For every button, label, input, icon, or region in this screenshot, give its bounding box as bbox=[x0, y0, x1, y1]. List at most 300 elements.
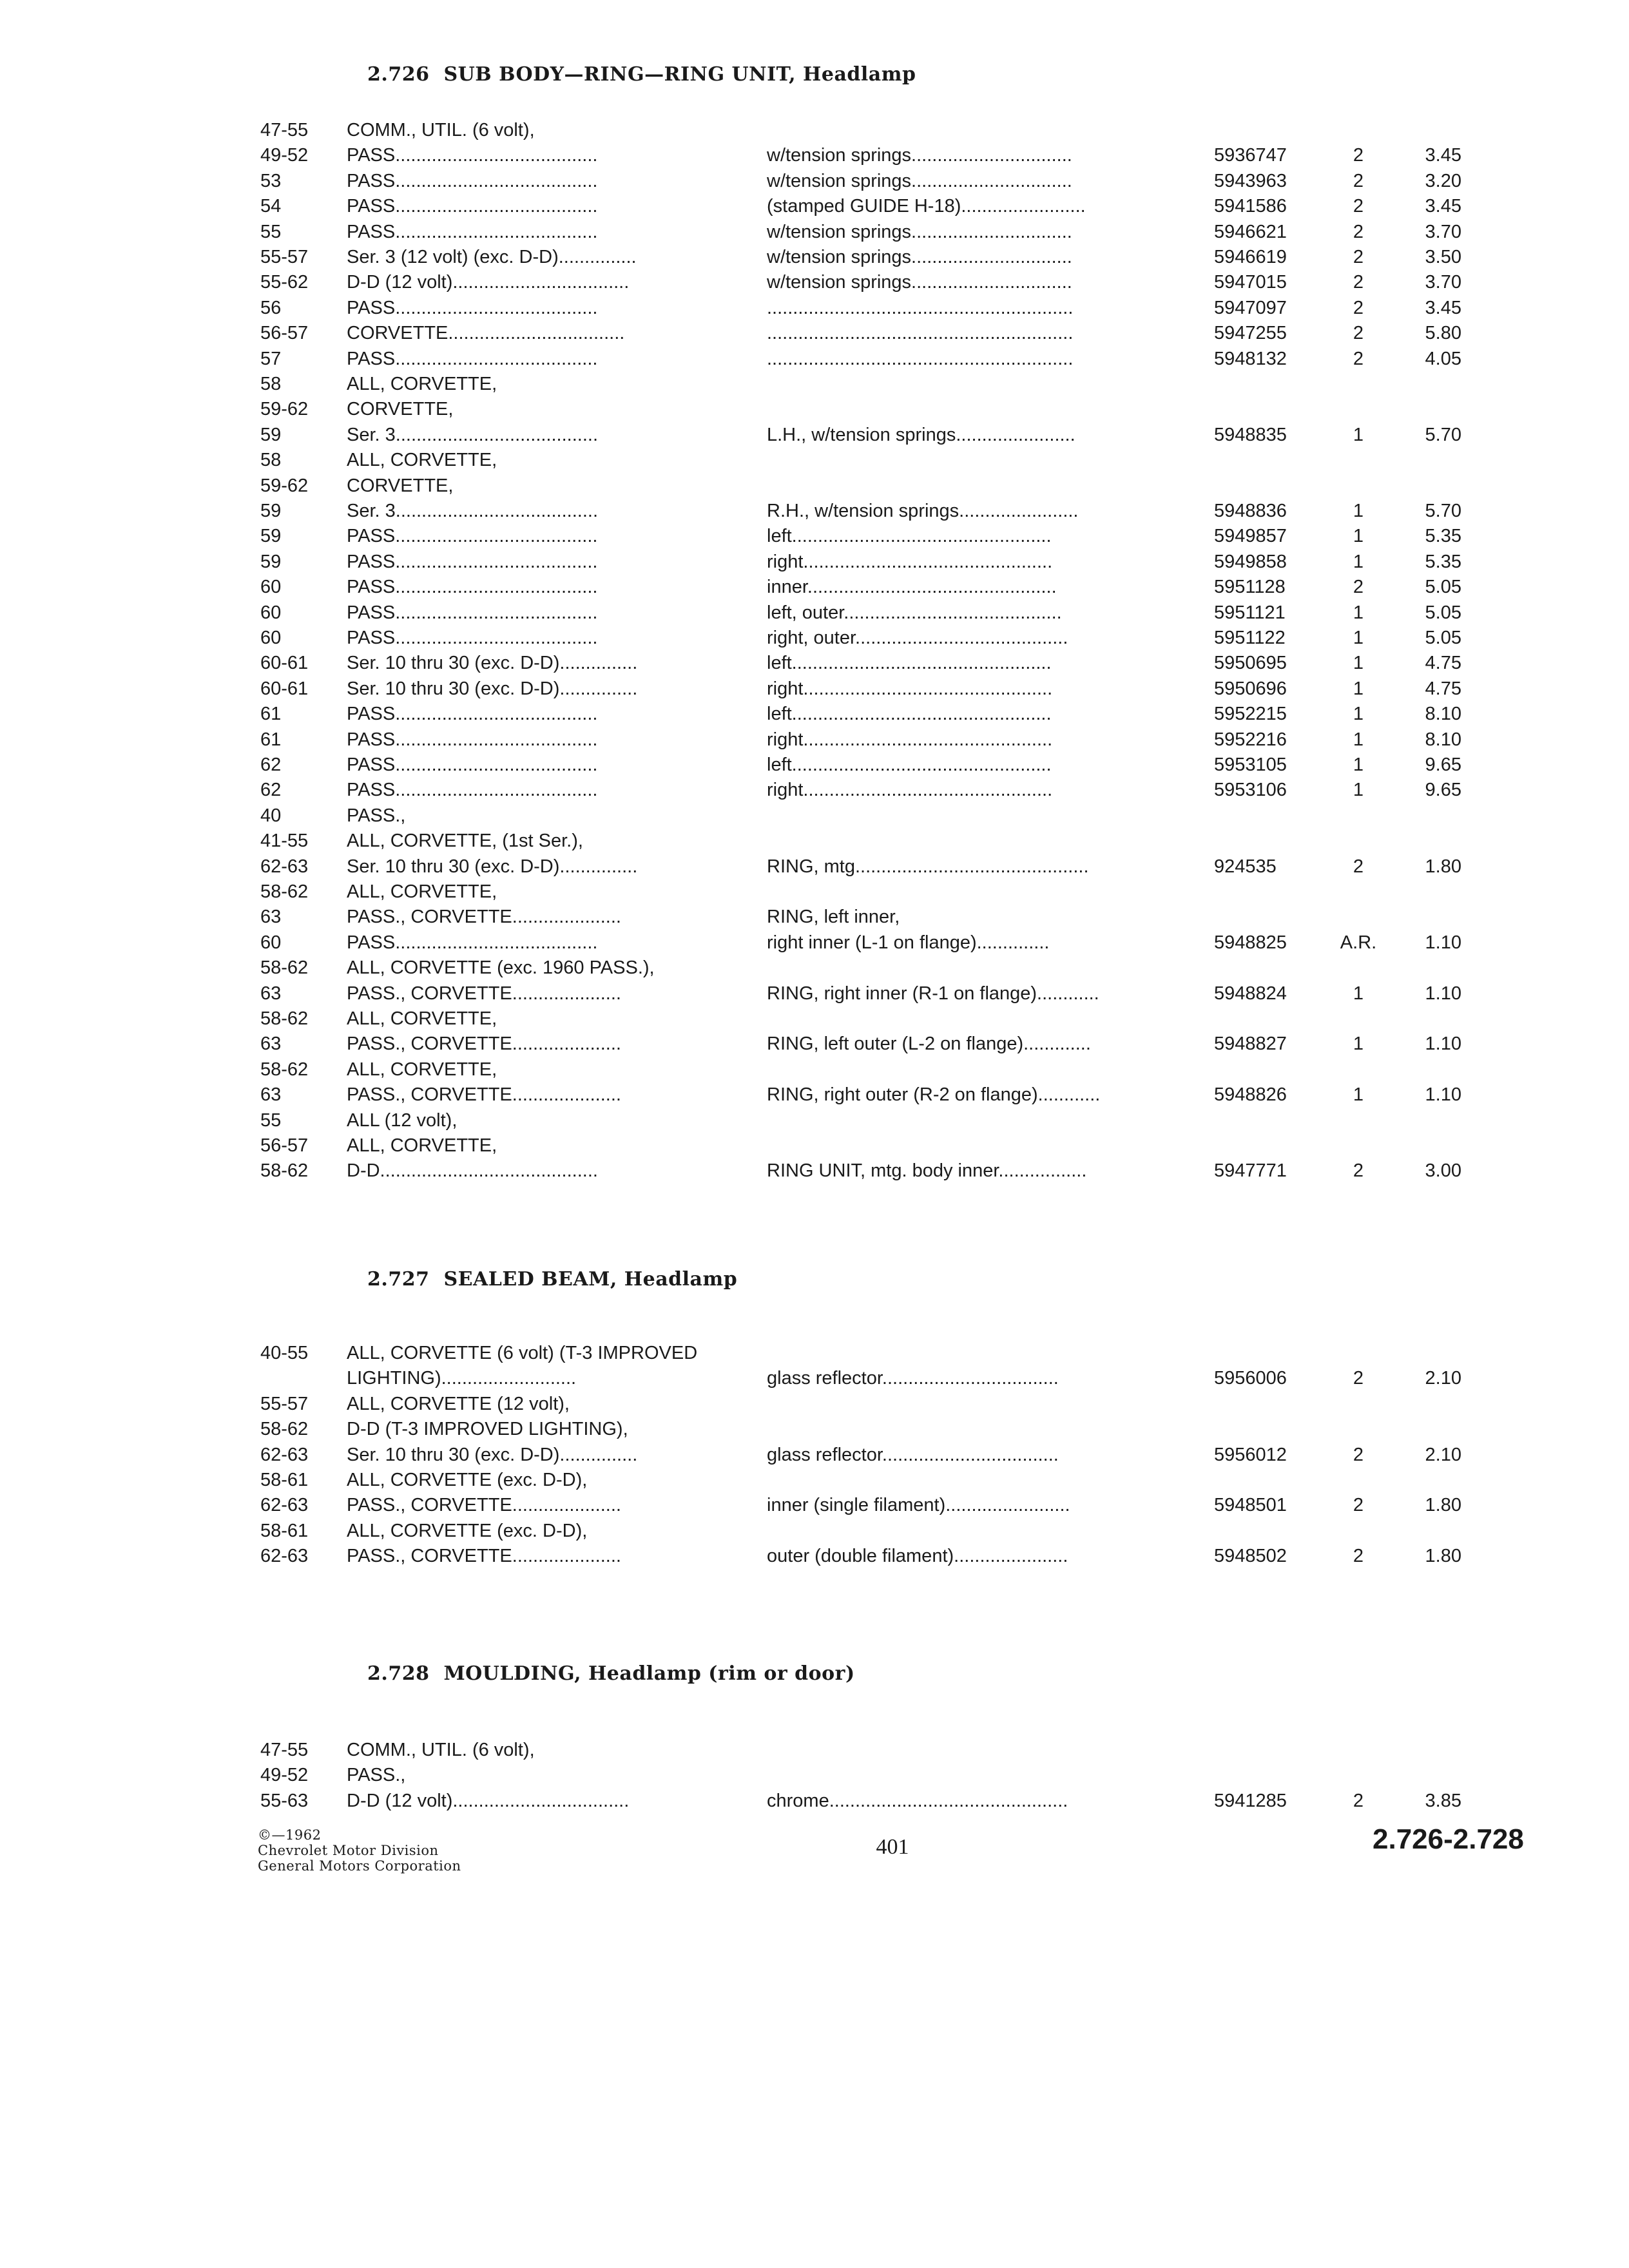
price-cell: 8.10 bbox=[1425, 729, 1461, 750]
table-row bbox=[0, 856, 1629, 882]
quantity-cell: 2 bbox=[1353, 170, 1364, 191]
model-cell: ALL, CORVETTE (exc. D-D), bbox=[347, 1520, 588, 1541]
quantity-cell: 2 bbox=[1353, 272, 1364, 293]
description-cell: ........................................................... bbox=[767, 297, 1074, 318]
table-row bbox=[0, 881, 1629, 907]
model-cell: ALL, CORVETTE (12 volt), bbox=[347, 1393, 570, 1414]
publisher-block bbox=[258, 1827, 461, 1874]
quantity-cell: 2 bbox=[1353, 1495, 1364, 1516]
table-row bbox=[0, 1445, 1629, 1470]
table-row bbox=[0, 1546, 1629, 1571]
model-cell: CORVETTE.................................. bbox=[347, 323, 625, 344]
year-cell: 56-57 bbox=[260, 323, 309, 344]
year-cell: 63 bbox=[260, 1033, 282, 1055]
year-cell: 55-63 bbox=[260, 1790, 309, 1811]
table-row bbox=[0, 196, 1629, 222]
price-cell: 8.10 bbox=[1425, 704, 1461, 725]
table-row bbox=[0, 1368, 1629, 1394]
section-title: SUB BODY—RING—RING UNIT, Headlamp bbox=[443, 63, 916, 86]
year-cell: 58 bbox=[260, 374, 282, 394]
year-cell: 55 bbox=[260, 221, 282, 242]
table-row bbox=[0, 298, 1629, 323]
price-cell: 2.10 bbox=[1425, 1368, 1461, 1389]
year-cell: 47-55 bbox=[260, 120, 309, 140]
table-row bbox=[0, 754, 1629, 780]
part-number-cell: 5949858 bbox=[1214, 551, 1287, 572]
part-number-cell: 5943963 bbox=[1214, 170, 1287, 191]
model-cell: PASS....................................... bbox=[347, 526, 598, 547]
table-row bbox=[0, 526, 1629, 552]
description-cell: inner................................................ bbox=[767, 577, 1057, 598]
description-cell: glass reflector.................................. bbox=[767, 1444, 1059, 1465]
corporation-name: General Motors Corporation bbox=[258, 1858, 461, 1874]
price-cell: 1.10 bbox=[1425, 1033, 1461, 1055]
price-cell: 5.35 bbox=[1425, 526, 1461, 547]
model-cell: PASS....................................... bbox=[347, 551, 598, 572]
table-row bbox=[0, 653, 1629, 678]
model-cell: PASS....................................... bbox=[347, 729, 598, 750]
table-row bbox=[0, 501, 1629, 526]
description-cell: w/tension springs............................... bbox=[767, 272, 1072, 293]
quantity-cell: 1 bbox=[1353, 754, 1364, 775]
table-row bbox=[0, 1419, 1629, 1445]
year-cell: 59 bbox=[260, 424, 282, 445]
quantity-cell: 2 bbox=[1353, 1546, 1364, 1567]
part-number-cell: 5948825 bbox=[1214, 932, 1287, 953]
table-row bbox=[0, 1765, 1629, 1791]
model-cell: PASS....................................... bbox=[347, 297, 598, 318]
part-number-cell: 5947255 bbox=[1214, 323, 1287, 344]
quantity-cell: 2 bbox=[1353, 196, 1364, 217]
part-number-cell: 5936747 bbox=[1214, 145, 1287, 166]
table-row bbox=[0, 425, 1629, 450]
price-cell: 3.00 bbox=[1425, 1160, 1461, 1182]
description-cell: right................................................ bbox=[767, 780, 1053, 801]
table-row bbox=[0, 222, 1629, 247]
quantity-cell: 1 bbox=[1353, 501, 1364, 521]
model-cell: ALL, CORVETTE (exc. 1960 PASS.), bbox=[347, 957, 655, 979]
model-cell: COMM., UTIL. (6 volt), bbox=[347, 1740, 535, 1760]
year-cell: 62 bbox=[260, 780, 282, 801]
description-cell: RING, mtg............................................. bbox=[767, 856, 1089, 877]
model-cell: PASS., bbox=[347, 1765, 406, 1786]
part-number-cell: 5956012 bbox=[1214, 1444, 1287, 1465]
part-number-cell: 5951122 bbox=[1214, 628, 1286, 648]
description-cell: left.................................................. bbox=[767, 754, 1052, 775]
table-row bbox=[0, 1160, 1629, 1186]
table-row bbox=[0, 374, 1629, 399]
table-row bbox=[0, 1470, 1629, 1495]
price-cell: 1.80 bbox=[1425, 1495, 1461, 1516]
year-cell: 60-61 bbox=[260, 653, 309, 674]
model-cell: PASS....................................... bbox=[347, 602, 598, 623]
quantity-cell: 1 bbox=[1353, 526, 1364, 547]
model-cell: PASS., CORVETTE..................... bbox=[347, 1033, 621, 1055]
price-cell: 5.05 bbox=[1425, 602, 1461, 623]
quantity-cell: 1 bbox=[1353, 704, 1364, 725]
model-cell: PASS....................................... bbox=[347, 196, 598, 217]
section-number: 2.727 bbox=[367, 1268, 430, 1291]
price-cell: 1.10 bbox=[1425, 983, 1461, 1004]
quantity-cell: 2 bbox=[1353, 323, 1364, 344]
part-number-cell: 5948502 bbox=[1214, 1546, 1287, 1567]
price-cell: 5.70 bbox=[1425, 424, 1461, 445]
table-row bbox=[0, 628, 1629, 653]
model-cell: ALL, CORVETTE, bbox=[347, 450, 497, 471]
section-number: 2.728 bbox=[367, 1662, 430, 1685]
price-cell: 9.65 bbox=[1425, 754, 1461, 775]
model-cell: D-D (12 volt).................................. bbox=[347, 1790, 630, 1811]
quantity-cell: 2 bbox=[1353, 221, 1364, 242]
quantity-cell: A.R. bbox=[1340, 932, 1377, 953]
model-cell: ALL, CORVETTE (exc. D-D), bbox=[347, 1470, 588, 1490]
part-number-cell: 5948824 bbox=[1214, 983, 1287, 1004]
quantity-cell: 1 bbox=[1353, 1084, 1364, 1106]
price-cell: 3.85 bbox=[1425, 1790, 1461, 1811]
table-row bbox=[0, 831, 1629, 856]
description-cell: right inner (L-1 on flange).............. bbox=[767, 932, 1050, 953]
quantity-cell: 1 bbox=[1353, 780, 1364, 801]
part-number-cell: 5948827 bbox=[1214, 1033, 1287, 1055]
year-cell: 59 bbox=[260, 551, 282, 572]
section-number: 2.726 bbox=[367, 63, 430, 86]
year-cell: 63 bbox=[260, 907, 282, 928]
price-cell: 5.05 bbox=[1425, 577, 1461, 598]
year-cell: 40 bbox=[260, 805, 282, 826]
part-number-cell: 5948835 bbox=[1214, 424, 1287, 445]
description-cell: right................................................ bbox=[767, 678, 1053, 699]
model-cell: ALL, CORVETTE (6 volt) (T-3 IMPROVED bbox=[347, 1343, 698, 1363]
quantity-cell: 2 bbox=[1353, 247, 1364, 267]
year-cell: 60-61 bbox=[260, 678, 309, 699]
year-cell: 53 bbox=[260, 170, 282, 191]
table-row bbox=[0, 780, 1629, 805]
part-number-cell: 5950695 bbox=[1214, 653, 1287, 674]
quantity-cell: 2 bbox=[1353, 348, 1364, 369]
model-cell: PASS....................................... bbox=[347, 170, 598, 191]
section-heading bbox=[367, 63, 916, 86]
section-title: SEALED BEAM, Headlamp bbox=[443, 1268, 738, 1291]
year-cell: 58-62 bbox=[260, 957, 309, 979]
part-number-cell: 5948501 bbox=[1214, 1495, 1287, 1516]
price-cell: 4.75 bbox=[1425, 653, 1461, 674]
model-cell: PASS., CORVETTE..................... bbox=[347, 983, 621, 1004]
description-cell: R.H., w/tension springs....................... bbox=[767, 501, 1079, 521]
year-cell: 55-57 bbox=[260, 1393, 309, 1414]
table-row bbox=[0, 1791, 1629, 1816]
model-cell: Ser. 10 thru 30 (exc. D-D)............... bbox=[347, 856, 638, 877]
part-number-cell: 5950696 bbox=[1214, 678, 1287, 699]
model-cell: PASS....................................... bbox=[347, 221, 598, 242]
part-number-cell: 5941586 bbox=[1214, 196, 1287, 217]
year-cell: 59 bbox=[260, 501, 282, 521]
section-heading bbox=[367, 1662, 855, 1685]
description-cell: w/tension springs............................... bbox=[767, 170, 1072, 191]
part-number-cell: 5948826 bbox=[1214, 1084, 1287, 1106]
model-cell: Ser. 10 thru 30 (exc. D-D)............... bbox=[347, 678, 638, 699]
description-cell: glass reflector.................................. bbox=[767, 1368, 1059, 1389]
year-cell: 62-63 bbox=[260, 1546, 309, 1567]
model-cell: Ser. 3 (12 volt) (exc. D-D)............... bbox=[347, 247, 637, 267]
part-number-cell: 5946621 bbox=[1214, 221, 1287, 242]
model-cell: D-D (T-3 IMPROVED LIGHTING), bbox=[347, 1419, 628, 1440]
table-row bbox=[0, 805, 1629, 831]
price-cell: 3.20 bbox=[1425, 170, 1461, 191]
year-cell: 58-62 bbox=[260, 1160, 309, 1182]
year-cell: 62-63 bbox=[260, 1495, 309, 1516]
table-row bbox=[0, 932, 1629, 958]
price-cell: 1.80 bbox=[1425, 856, 1461, 877]
page-section-range: 2.726-2.728 bbox=[1373, 1823, 1524, 1855]
description-cell: right................................................ bbox=[767, 729, 1053, 750]
price-cell: 3.70 bbox=[1425, 272, 1461, 293]
description-cell: left, outer.......................................... bbox=[767, 602, 1062, 623]
quantity-cell: 1 bbox=[1353, 653, 1364, 674]
table-row bbox=[0, 1740, 1629, 1765]
year-cell: 58-62 bbox=[260, 1419, 309, 1440]
model-cell: Ser. 3....................................... bbox=[347, 424, 598, 445]
year-cell: 58-62 bbox=[260, 881, 309, 902]
description-cell: RING, right inner (R-1 on flange)............ bbox=[767, 983, 1099, 1004]
quantity-cell: 1 bbox=[1353, 602, 1364, 623]
model-cell: PASS....................................... bbox=[347, 932, 598, 953]
year-cell: 58-62 bbox=[260, 1008, 309, 1029]
description-cell: right, outer......................................... bbox=[767, 628, 1068, 648]
price-cell: 2.10 bbox=[1425, 1444, 1461, 1465]
price-cell: 5.70 bbox=[1425, 501, 1461, 521]
price-cell: 9.65 bbox=[1425, 780, 1461, 801]
year-cell: 40-55 bbox=[260, 1343, 309, 1363]
year-cell: 49-52 bbox=[260, 145, 309, 166]
year-cell: 58 bbox=[260, 450, 282, 471]
quantity-cell: 1 bbox=[1353, 983, 1364, 1004]
quantity-cell: 2 bbox=[1353, 1444, 1364, 1465]
description-cell: right................................................ bbox=[767, 551, 1053, 572]
table-row bbox=[0, 602, 1629, 628]
description-cell: RING, left outer (L-2 on flange)............. bbox=[767, 1033, 1091, 1055]
table-row bbox=[0, 145, 1629, 171]
table-row bbox=[0, 577, 1629, 602]
year-cell: 62-63 bbox=[260, 1444, 309, 1465]
table-row bbox=[0, 983, 1629, 1009]
table-row bbox=[0, 247, 1629, 273]
division-name: Chevrolet Motor Division bbox=[258, 1843, 439, 1858]
model-cell: PASS....................................... bbox=[347, 577, 598, 598]
description-cell: left.................................................. bbox=[767, 526, 1052, 547]
model-cell: PASS....................................... bbox=[347, 348, 598, 369]
model-cell: PASS....................................... bbox=[347, 780, 598, 801]
year-cell: 59-62 bbox=[260, 399, 309, 420]
table-row bbox=[0, 1059, 1629, 1085]
table-row bbox=[0, 120, 1629, 146]
model-cell: COMM., UTIL. (6 volt), bbox=[347, 120, 535, 140]
year-cell: 55-62 bbox=[260, 272, 309, 293]
model-cell: PASS., CORVETTE..................... bbox=[347, 1084, 621, 1106]
description-cell: ........................................................... bbox=[767, 348, 1074, 369]
model-cell: PASS....................................... bbox=[347, 754, 598, 775]
quantity-cell: 1 bbox=[1353, 1033, 1364, 1055]
year-cell: 56-57 bbox=[260, 1135, 309, 1156]
price-cell: 4.05 bbox=[1425, 348, 1461, 369]
year-cell: 61 bbox=[260, 704, 282, 725]
part-number-cell: 5941285 bbox=[1214, 1790, 1287, 1811]
model-cell: ALL, CORVETTE, bbox=[347, 1135, 497, 1156]
part-number-cell: 5952215 bbox=[1214, 704, 1287, 725]
part-number-cell: 5948836 bbox=[1214, 501, 1287, 521]
model-cell: ALL, CORVETTE, bbox=[347, 1008, 497, 1029]
model-cell: PASS., CORVETTE..................... bbox=[347, 1495, 621, 1516]
part-number-cell: 5947097 bbox=[1214, 297, 1287, 318]
year-cell: 55 bbox=[260, 1110, 282, 1131]
year-cell: 62 bbox=[260, 754, 282, 775]
year-cell: 62-63 bbox=[260, 856, 309, 877]
table-row bbox=[0, 399, 1629, 425]
description-cell: (stamped GUIDE H-18)........................ bbox=[767, 196, 1086, 217]
model-cell: ALL, CORVETTE, (1st Ser.), bbox=[347, 831, 583, 852]
model-cell: ALL, CORVETTE, bbox=[347, 881, 497, 902]
table-row bbox=[0, 1394, 1629, 1419]
table-row bbox=[0, 323, 1629, 349]
quantity-cell: 2 bbox=[1353, 297, 1364, 318]
table-row bbox=[0, 704, 1629, 729]
price-cell: 5.35 bbox=[1425, 551, 1461, 572]
price-cell: 1.80 bbox=[1425, 1546, 1461, 1567]
table-row bbox=[0, 552, 1629, 577]
table-row bbox=[0, 729, 1629, 755]
part-number-cell: 5953106 bbox=[1214, 780, 1287, 801]
year-cell: 60 bbox=[260, 577, 282, 598]
price-cell: 3.45 bbox=[1425, 145, 1461, 166]
year-cell: 57 bbox=[260, 348, 282, 369]
year-cell: 54 bbox=[260, 196, 282, 217]
table-row bbox=[0, 907, 1629, 932]
quantity-cell: 1 bbox=[1353, 551, 1364, 572]
model-cell: ALL, CORVETTE, bbox=[347, 374, 497, 394]
part-number-cell: 5951121 bbox=[1214, 602, 1286, 623]
description-cell: L.H., w/tension springs....................... bbox=[767, 424, 1075, 445]
part-number-cell: 5956006 bbox=[1214, 1368, 1287, 1389]
section-heading bbox=[367, 1268, 737, 1291]
table-row bbox=[0, 476, 1629, 501]
model-cell: PASS....................................... bbox=[347, 628, 598, 648]
part-number-cell: 5951128 bbox=[1214, 577, 1286, 598]
year-cell: 61 bbox=[260, 729, 282, 750]
year-cell: 58-62 bbox=[260, 1059, 309, 1080]
description-cell: outer (double filament)...................... bbox=[767, 1546, 1068, 1567]
model-cell: ALL, CORVETTE, bbox=[347, 1059, 497, 1080]
year-cell: 49-52 bbox=[260, 1765, 309, 1786]
page-number: 401 bbox=[876, 1835, 909, 1859]
part-number-cell: 5952216 bbox=[1214, 729, 1287, 750]
quantity-cell: 2 bbox=[1353, 577, 1364, 598]
model-cell: Ser. 10 thru 30 (exc. D-D)............... bbox=[347, 1444, 638, 1465]
model-cell: PASS., bbox=[347, 805, 406, 826]
year-cell: 55-57 bbox=[260, 247, 309, 267]
copyright: ©—1962 bbox=[258, 1827, 322, 1843]
table-row bbox=[0, 1110, 1629, 1136]
description-cell: left.................................................. bbox=[767, 704, 1052, 725]
table-row bbox=[0, 1135, 1629, 1161]
description-cell: chrome.............................................. bbox=[767, 1790, 1068, 1811]
description-cell: w/tension springs............................... bbox=[767, 145, 1072, 166]
quantity-cell: 1 bbox=[1353, 424, 1364, 445]
year-cell: 60 bbox=[260, 932, 282, 953]
model-cell: PASS....................................... bbox=[347, 704, 598, 725]
table-row bbox=[0, 1521, 1629, 1546]
description-cell: RING UNIT, mtg. body inner................. bbox=[767, 1160, 1087, 1182]
price-cell: 5.80 bbox=[1425, 323, 1461, 344]
table-row bbox=[0, 349, 1629, 374]
price-cell: 5.05 bbox=[1425, 628, 1461, 648]
price-cell: 3.45 bbox=[1425, 297, 1461, 318]
section-title: MOULDING, Headlamp (rim or door) bbox=[443, 1662, 855, 1685]
table-row bbox=[0, 957, 1629, 983]
year-cell: 56 bbox=[260, 297, 282, 318]
table-row bbox=[0, 272, 1629, 298]
description-cell: left.................................................. bbox=[767, 653, 1052, 674]
year-cell: 60 bbox=[260, 602, 282, 623]
description-cell: w/tension springs............................... bbox=[767, 221, 1072, 242]
price-cell: 3.70 bbox=[1425, 221, 1461, 242]
model-cell: Ser. 10 thru 30 (exc. D-D)............... bbox=[347, 653, 638, 674]
table-row bbox=[0, 1033, 1629, 1059]
quantity-cell: 2 bbox=[1353, 145, 1364, 166]
part-number-cell: 5947015 bbox=[1214, 272, 1287, 293]
year-cell: 58-61 bbox=[260, 1470, 309, 1490]
year-cell: 60 bbox=[260, 628, 282, 648]
model-cell: CORVETTE, bbox=[347, 475, 454, 496]
year-cell: 59-62 bbox=[260, 475, 309, 496]
description-cell: RING, right outer (R-2 on flange)............ bbox=[767, 1084, 1101, 1106]
model-cell: PASS., CORVETTE..................... bbox=[347, 907, 621, 928]
part-number-cell: 5953105 bbox=[1214, 754, 1287, 775]
description-cell: inner (single filament)........................ bbox=[767, 1495, 1070, 1516]
model-cell: D-D.......................................... bbox=[347, 1160, 598, 1182]
quantity-cell: 1 bbox=[1353, 729, 1364, 750]
table-row bbox=[0, 1084, 1629, 1110]
quantity-cell: 2 bbox=[1353, 1160, 1364, 1182]
quantity-cell: 2 bbox=[1353, 1790, 1364, 1811]
year-cell: 41-55 bbox=[260, 831, 309, 852]
table-row bbox=[0, 1343, 1629, 1369]
model-cell: PASS., CORVETTE..................... bbox=[347, 1546, 621, 1567]
description-cell: RING, left inner, bbox=[767, 907, 900, 928]
model-cell: CORVETTE, bbox=[347, 399, 454, 420]
table-row bbox=[0, 171, 1629, 197]
model-cell: D-D (12 volt).................................. bbox=[347, 272, 630, 293]
year-cell: 63 bbox=[260, 983, 282, 1004]
quantity-cell: 2 bbox=[1353, 856, 1364, 877]
table-row bbox=[0, 1495, 1629, 1521]
description-cell: w/tension springs............................... bbox=[767, 247, 1072, 267]
description-cell: ........................................................... bbox=[767, 323, 1074, 344]
part-number-cell: 5949857 bbox=[1214, 526, 1287, 547]
table-row bbox=[0, 1008, 1629, 1034]
year-cell: 47-55 bbox=[260, 1740, 309, 1760]
quantity-cell: 2 bbox=[1353, 1368, 1364, 1389]
year-cell: 59 bbox=[260, 526, 282, 547]
price-cell: 1.10 bbox=[1425, 1084, 1461, 1106]
price-cell: 1.10 bbox=[1425, 932, 1461, 953]
model-cell: LIGHTING).......................... bbox=[347, 1368, 577, 1389]
year-cell: 58-61 bbox=[260, 1520, 309, 1541]
part-number-cell: 924535 bbox=[1214, 856, 1277, 877]
model-cell: Ser. 3....................................... bbox=[347, 501, 598, 521]
part-number-cell: 5948132 bbox=[1214, 348, 1287, 369]
table-row bbox=[0, 678, 1629, 704]
part-number-cell: 5946619 bbox=[1214, 247, 1287, 267]
price-cell: 3.50 bbox=[1425, 247, 1461, 267]
